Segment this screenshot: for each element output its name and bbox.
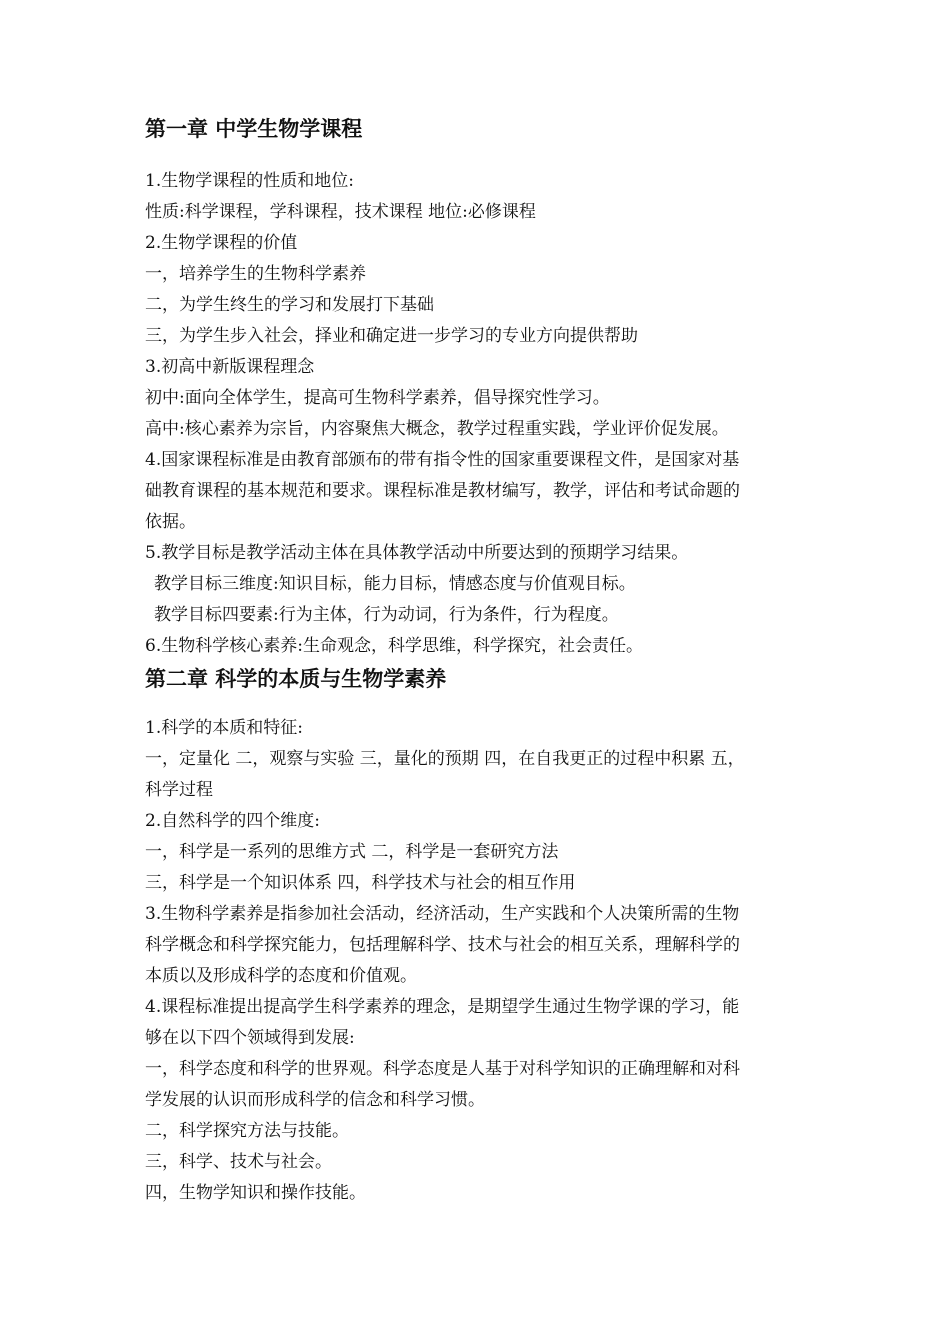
text-line: 2.生物学课程的价值	[145, 233, 298, 253]
text-line: 性质:科学课程，学科课程，技术课程 地位:必修课程	[145, 202, 536, 222]
text-line: 够在以下四个领域得到发展:	[145, 1028, 355, 1048]
text-line: 2.自然科学的四个维度:	[145, 811, 320, 831]
text-line: 二，为学生终生的学习和发展打下基础	[145, 295, 434, 315]
document-body	[145, 114, 815, 1209]
text-line: 础教育课程的基本规范和要求。课程标准是教材编写，教学，评估和考试命题的	[145, 481, 740, 501]
chapter1-heading: 第一章 中学生物学课程	[145, 117, 363, 141]
text-line: 5.教学目标是教学活动主体在具体教学活动中所要达到的预期学习结果。	[145, 543, 689, 563]
text-line: 4.课程标准提出提高学生科学素养的理念，是期望学生通过生物学课的学习，能	[145, 997, 740, 1017]
text-line: 学发展的认识而形成科学的信念和科学习惯。	[145, 1090, 485, 1110]
text-line: 四，生物学知识和操作技能。	[145, 1183, 366, 1203]
text-line: 初中:面向全体学生，提高可生物科学素养，倡导探究性学习。	[145, 388, 610, 408]
text-line: 一，培养学生的生物科学素养	[145, 264, 366, 284]
text-line: 依据。	[145, 512, 196, 532]
text-line: 1.科学的本质和特征:	[145, 718, 303, 738]
text-line: 4.国家课程标准是由教育部颁布的带有指令性的国家重要课程文件，是国家对基	[145, 450, 740, 470]
text-line: 科学过程	[145, 780, 213, 800]
text-line: 一，定量化 二，观察与实验 三，量化的预期 四，在自我更正的过程中积累 五，	[145, 749, 745, 769]
text-line: 高中:核心素养为宗旨，内容聚焦大概念，教学过程重实践，学业评价促发展。	[145, 419, 729, 439]
text-line: 教学目标四要素:行为主体，行为动词，行为条件，行为程度。	[154, 605, 619, 625]
text-line: 3.生物科学素养是指参加社会活动，经济活动，生产实践和个人决策所需的生物	[145, 904, 740, 924]
text-line: 教学目标三维度:知识目标，能力目标，情感态度与价值观目标。	[154, 574, 636, 594]
text-line: 6.生物科学核心素养:生命观念，科学思维，科学探究，社会责任。	[145, 636, 643, 656]
text-line: 三，为学生步入社会，择业和确定进一步学习的专业方向提供帮助	[145, 326, 638, 346]
text-line: 二，科学探究方法与技能。	[145, 1121, 349, 1141]
chapter2-heading: 第二章 科学的本质与生物学素养	[145, 667, 447, 691]
text-line: 3.初高中新版课程理念	[145, 357, 315, 377]
text-line: 本质以及形成科学的态度和价值观。	[145, 966, 417, 986]
text-line: 1.生物学课程的性质和地位:	[145, 171, 354, 191]
text-line: 一，科学是一系列的思维方式 二，科学是一套研究方法	[145, 842, 559, 862]
text-line: 三，科学、技术与社会。	[145, 1152, 332, 1172]
text-line: 三，科学是一个知识体系 四，科学技术与社会的相互作用	[145, 873, 576, 893]
text-line: 科学概念和科学探究能力，包括理解科学、技术与社会的相互关系，理解科学的	[145, 935, 740, 955]
text-line: 一，科学态度和科学的世界观。科学态度是人基于对科学知识的正确理解和对科	[145, 1059, 740, 1079]
